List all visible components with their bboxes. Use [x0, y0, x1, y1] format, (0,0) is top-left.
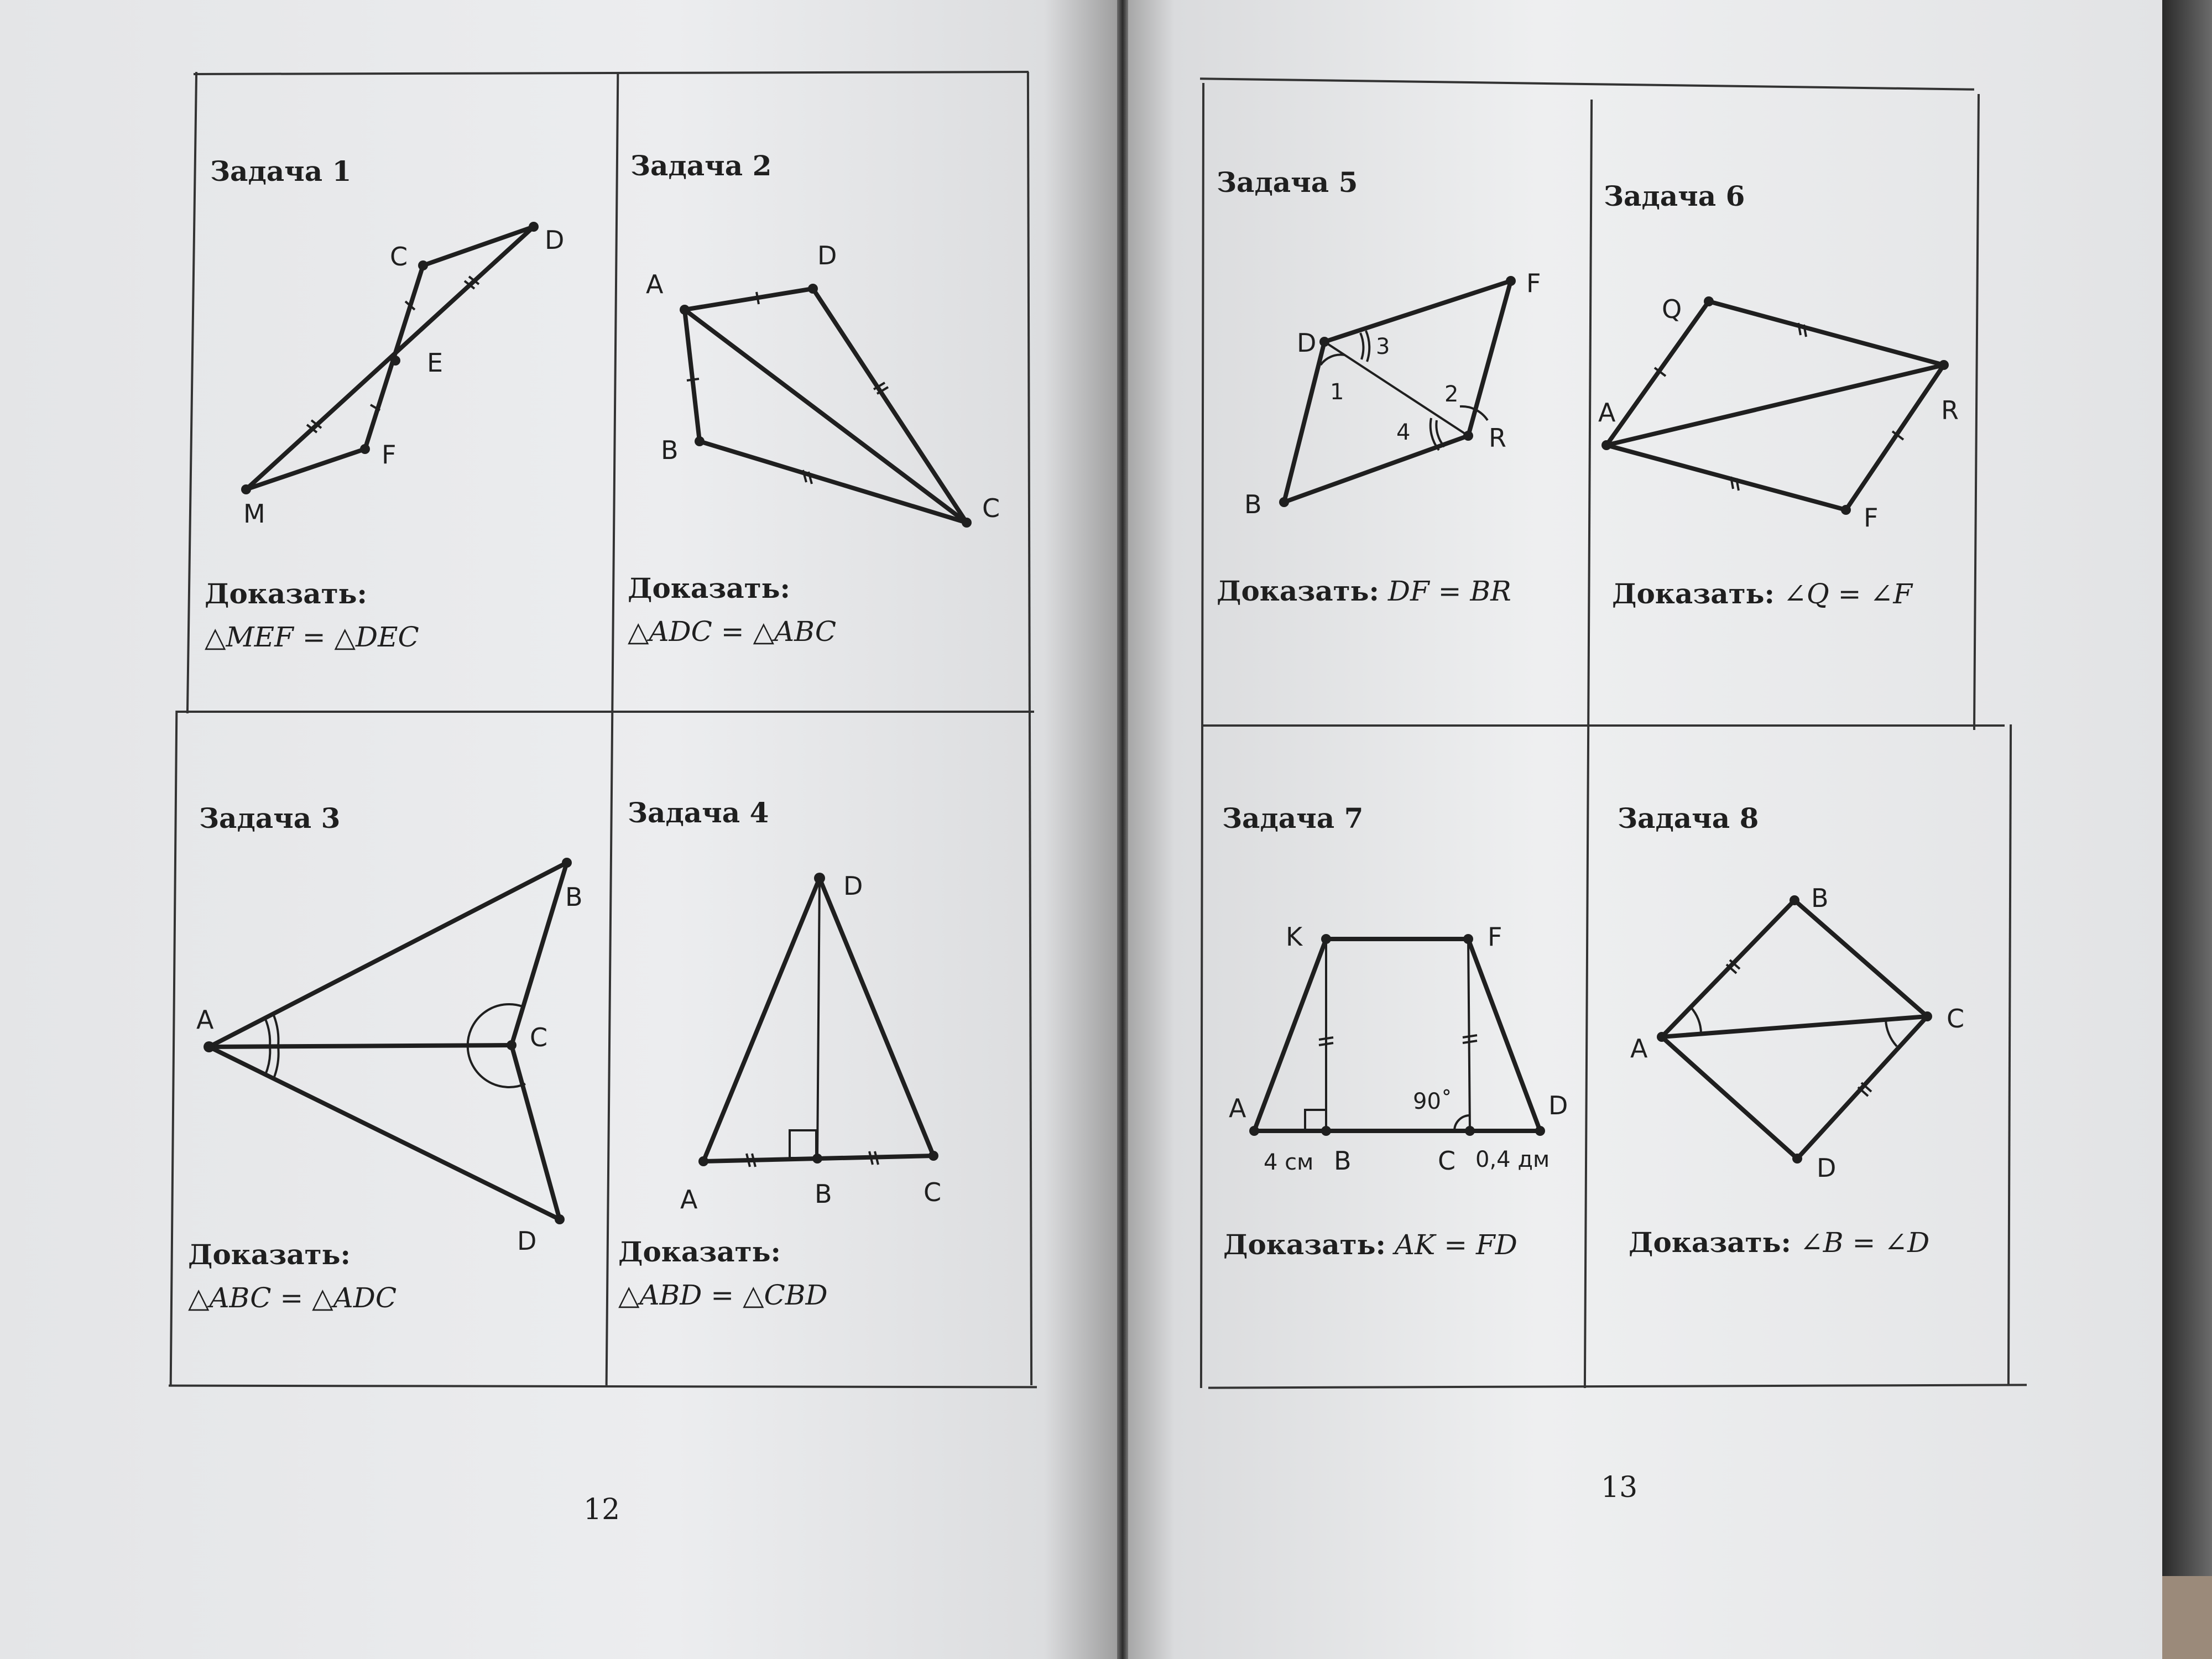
- task-prove: [1629, 1221, 1929, 1264]
- page-number-left: 12: [583, 1493, 620, 1526]
- label-B: B: [1244, 489, 1262, 519]
- label-B: B: [565, 882, 583, 912]
- label-C: C: [530, 1022, 548, 1052]
- prove-expression: ∠Q = ∠F: [1783, 578, 1913, 610]
- task-title: Задача 3: [199, 802, 341, 834]
- label-M: M: [243, 499, 265, 529]
- label-A: A: [680, 1185, 698, 1214]
- task-prove: [618, 1230, 828, 1317]
- prove-label: Доказать:: [628, 572, 790, 604]
- label-C: C: [1947, 1004, 1965, 1034]
- label-C: C: [924, 1177, 942, 1207]
- label-D: D: [517, 1226, 537, 1256]
- label-F: F: [1488, 922, 1503, 952]
- label-F: F: [1526, 268, 1541, 298]
- label-D: D: [1297, 328, 1317, 358]
- task-title: Задача 7: [1222, 802, 1364, 834]
- label-B: B: [1334, 1146, 1352, 1176]
- prove-label: Доказать:: [1217, 575, 1379, 607]
- label-A: A: [646, 269, 664, 299]
- label-R: R: [1489, 423, 1506, 453]
- prove-expression: AK = FD: [1394, 1229, 1517, 1261]
- prove-label: Доказать:: [1612, 577, 1775, 610]
- label-C: C: [390, 242, 408, 272]
- label-C: C: [1438, 1146, 1456, 1176]
- label-B: B: [815, 1179, 832, 1209]
- task-title: Задача 1: [210, 155, 352, 187]
- task-title: Задача 2: [630, 149, 772, 182]
- angle-3: 3: [1376, 334, 1390, 359]
- label-F: F: [1864, 503, 1879, 533]
- angle-1: 1: [1330, 379, 1344, 405]
- table-edge-bottom: [2162, 1576, 2212, 1659]
- angle-4: 4: [1396, 420, 1411, 445]
- label-F: F: [382, 440, 397, 469]
- label-B: B: [661, 435, 679, 465]
- table-edge: [2162, 0, 2212, 1576]
- prove-label: Доказать:: [188, 1238, 351, 1271]
- book-spine: [1117, 0, 1128, 1659]
- prove-expression: △MEF = △DEC: [205, 621, 419, 653]
- prove-expression: ∠B = ∠D: [1799, 1227, 1930, 1259]
- label-A: A: [1598, 398, 1616, 427]
- label-A: A: [1229, 1093, 1246, 1123]
- task-title: Задача 8: [1618, 802, 1759, 834]
- label-B: B: [1811, 883, 1829, 913]
- label-D: D: [817, 241, 837, 270]
- task-prove: [1612, 572, 1912, 615]
- label-E: E: [427, 348, 444, 378]
- prove-expression: DF = BR: [1387, 575, 1511, 607]
- label-D: D: [843, 871, 863, 901]
- label-D: D: [545, 225, 565, 255]
- label-A: A: [196, 1005, 214, 1035]
- task-prove: [1217, 570, 1511, 613]
- task-title: Задача 6: [1604, 180, 1745, 212]
- prove-expression: △ADC = △ABC: [628, 615, 837, 648]
- prove-label: Доказать:: [205, 577, 367, 610]
- angle-90: 90˚: [1413, 1089, 1452, 1114]
- task-title: Задача 5: [1217, 166, 1358, 199]
- length-right: 0,4 дм: [1475, 1147, 1550, 1172]
- task-prove: [188, 1233, 397, 1319]
- task-prove: [205, 572, 419, 659]
- length-left: 4 см: [1264, 1150, 1314, 1175]
- prove-expression: △ABD = △CBD: [618, 1279, 828, 1311]
- label-A: A: [1630, 1034, 1648, 1063]
- angle-2: 2: [1444, 382, 1459, 407]
- page-number-right: 13: [1601, 1471, 1638, 1504]
- label-C: C: [982, 493, 1000, 523]
- label-D: D: [1548, 1091, 1568, 1120]
- label-R: R: [1941, 395, 1959, 425]
- prove-expression: △ABC = △ADC: [188, 1282, 397, 1314]
- task-prove: [628, 567, 836, 653]
- prove-label: Доказать:: [1223, 1228, 1386, 1261]
- prove-label: Доказать:: [1629, 1226, 1791, 1259]
- label-K: K: [1286, 922, 1303, 952]
- label-Q: Q: [1662, 294, 1682, 324]
- prove-label: Доказать:: [618, 1235, 781, 1268]
- label-D: D: [1817, 1153, 1837, 1183]
- task-title: Задача 4: [628, 796, 769, 829]
- task-prove: [1223, 1223, 1517, 1266]
